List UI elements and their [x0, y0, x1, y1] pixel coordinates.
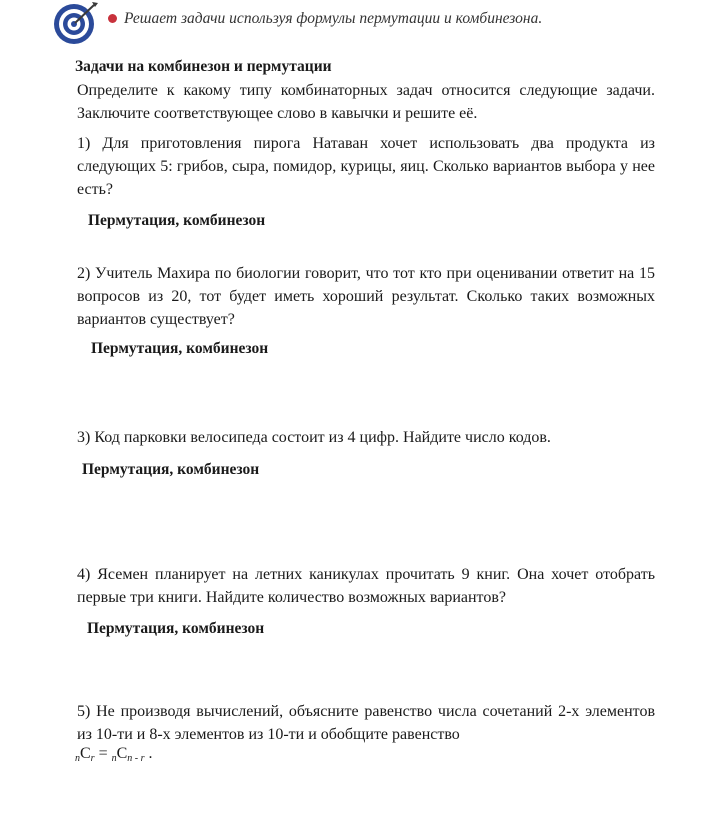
- bullet-icon: [108, 14, 117, 23]
- task-5-text: 5) Не производя вычислений, объясните равенство числа сочетаний 2-х элементов из 10-ти и 8-х элементов из 10-ти и обобщите равенство: [77, 703, 655, 743]
- target-icon: [52, 0, 100, 46]
- combination-formula: $_nC_r = _nC_{n - r}$ .: [75, 745, 153, 765]
- learning-objective: [108, 10, 542, 28]
- task-1-options: Пермутация, комбинезон: [88, 212, 266, 229]
- task-1-text: 1) Для приготовления пирога Натаван хочет использовать два продукта из следующих 5: грибов, сыра, помидор, курицы, яиц. Сколько вариантов выбора у нее есть?: [77, 135, 655, 198]
- task-3-text: 3) Код парковки велосипеда состоит из 4 цифр. Найдите число кодов.: [77, 429, 551, 446]
- task-4-text: 4) Ясемен планирует на летних каникулах прочитать 9 книг. Она хочет отобрать первые три книги. Найдите количество возможных вариантов?: [77, 566, 655, 606]
- task-2-options: Пермутация, комбинезон: [91, 340, 269, 357]
- task-2-text: 2) Учитель Махира по биологии говорит, что тот кто при оценивании ответит на 15 вопросов из 20, тот будет иметь хороший результат. Сколько таких возможных вариантов существует?: [77, 265, 655, 328]
- objective-text: Решает задачи используя формулы пермутации и комбинезона.: [124, 10, 543, 27]
- section-intro: Определите к какому типу комбинаторных задач относится следующие задачи. Заключите соответствующее слово в кавычки и решите её.: [77, 82, 655, 122]
- task-3-options: Пермутация, комбинезон: [82, 461, 260, 478]
- section-title: Задачи на комбинезон и пермутации: [75, 58, 332, 75]
- task-4-options: Пермутация, комбинезон: [87, 620, 265, 637]
